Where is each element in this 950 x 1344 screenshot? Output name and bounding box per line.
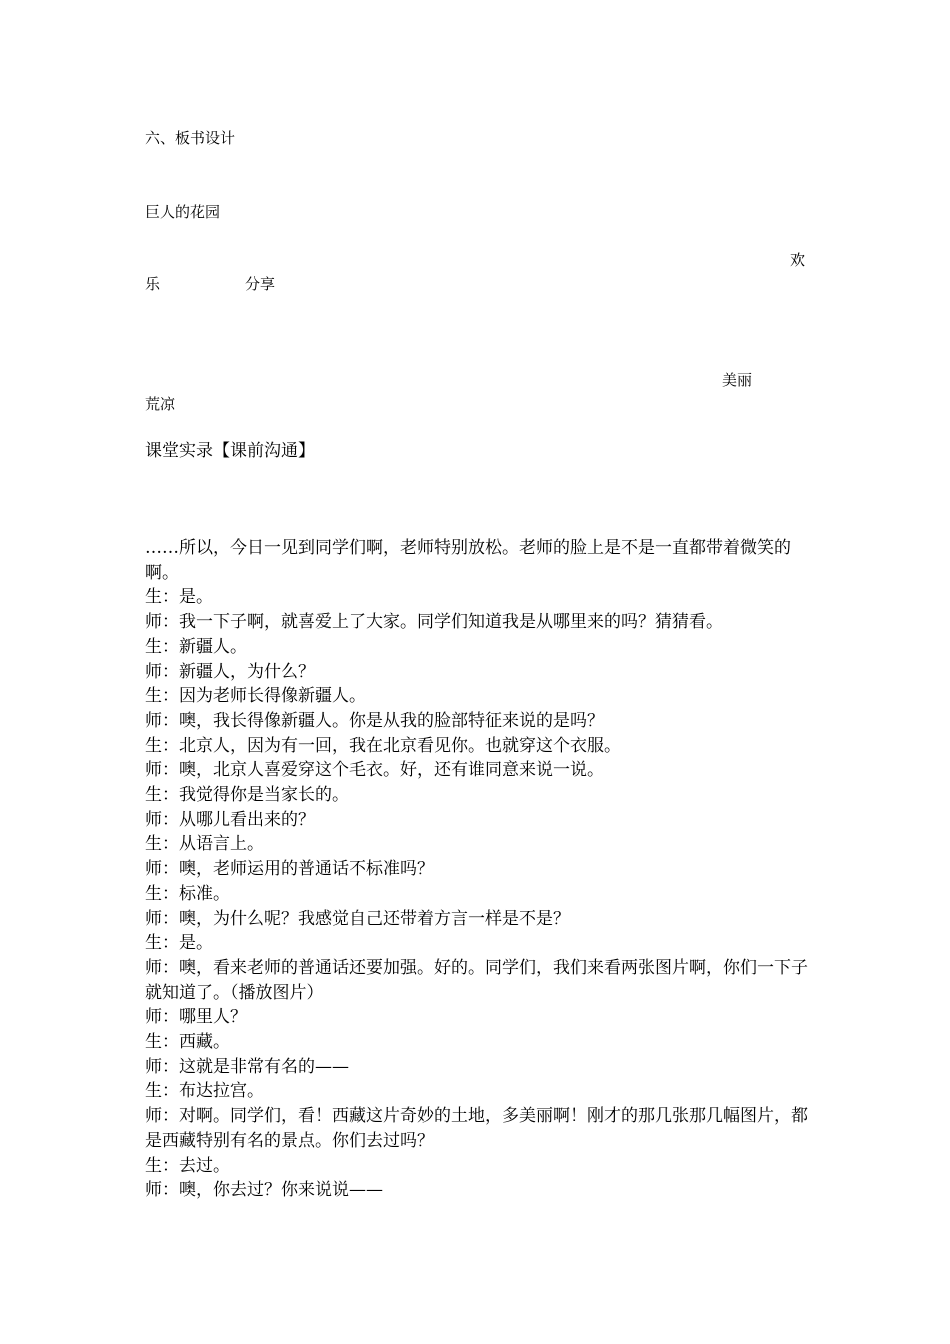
board-word-huan: 欢 [790,251,806,269]
record-heading: 课堂实录【课前沟通】 [145,441,315,461]
dialogue-line: 生：布达拉宫。 [145,1081,264,1102]
dialogue-line: 生：我觉得你是当家长的。 [145,785,349,806]
dialogue-line: 师：噢，我长得像新疆人。你是从我的脸部特征来说的是吗？ [145,710,604,731]
dialogue-line: 师：这就是非常有名的—— [145,1056,349,1077]
dialogue-line: 生：标准。 [145,883,230,904]
dialogue-line: 师：新疆人，为什么？ [145,661,315,682]
dialogue-line: 师：从哪儿看出来的？ [145,809,315,830]
dialogue-line: 师：对啊。同学们，看！西藏这片奇妙的土地，多美丽啊！刚才的那几张那几幅图片，都是西藏特别有名的景点。你们去过吗？ [145,1106,808,1151]
dialogue-line: 生：去过。 [145,1155,230,1176]
dialogue-line: ……所以，今日一见到同学们啊，老师特别放松。老师的脸上是不是一直都带着微笑的啊。 [145,538,791,583]
dialogue-line: 师：噢，看来老师的普通话还要加强。好的。同学们，我们来看两张图片啊，你们一下子就知道了。（播放图片） [145,957,808,1003]
dialogue-line: 师：哪里人？ [145,1007,247,1028]
dialogue-line: 生：新疆人。 [145,636,247,657]
dialogue-line: 生：北京人，因为有一回，我在北京看见你。也就穿这个衣服。 [145,735,621,756]
dialogue-line: 师：噢，老师运用的普通话不标准吗？ [145,859,434,880]
board-word-le: 乐 [145,275,161,293]
dialogue-line: 师：我一下子啊，就喜爱上了大家。同学们知道我是从哪里来的吗？猜猜看。 [145,612,723,633]
board-word-huangliang: 荒凉 [145,395,176,413]
section-title: 六、板书设计 [145,129,236,147]
dialogue-line: 师：噢，北京人喜爱穿这个毛衣。好，还有谁同意来说一说。 [145,760,604,781]
dialogue-transcript [145,536,810,1203]
lesson-title: 巨人的花园 [145,203,221,221]
dialogue-line: 生：是。 [145,587,213,608]
dialogue-line: 生：西藏。 [145,1032,230,1053]
dialogue-line: 师：噢，你去过？你来说说—— [145,1180,383,1201]
board-word-fenxiang: 分享 [245,275,276,293]
dialogue-line: 师：噢，为什么呢？我感觉自己还带着方言一样是不是？ [145,908,570,929]
board-word-meili: 美丽 [722,371,753,389]
dialogue-line: 生：从语言上。 [145,834,264,855]
dialogue-line: 生：因为老师长得像新疆人。 [145,686,366,707]
dialogue-line: 生：是。 [145,933,213,954]
